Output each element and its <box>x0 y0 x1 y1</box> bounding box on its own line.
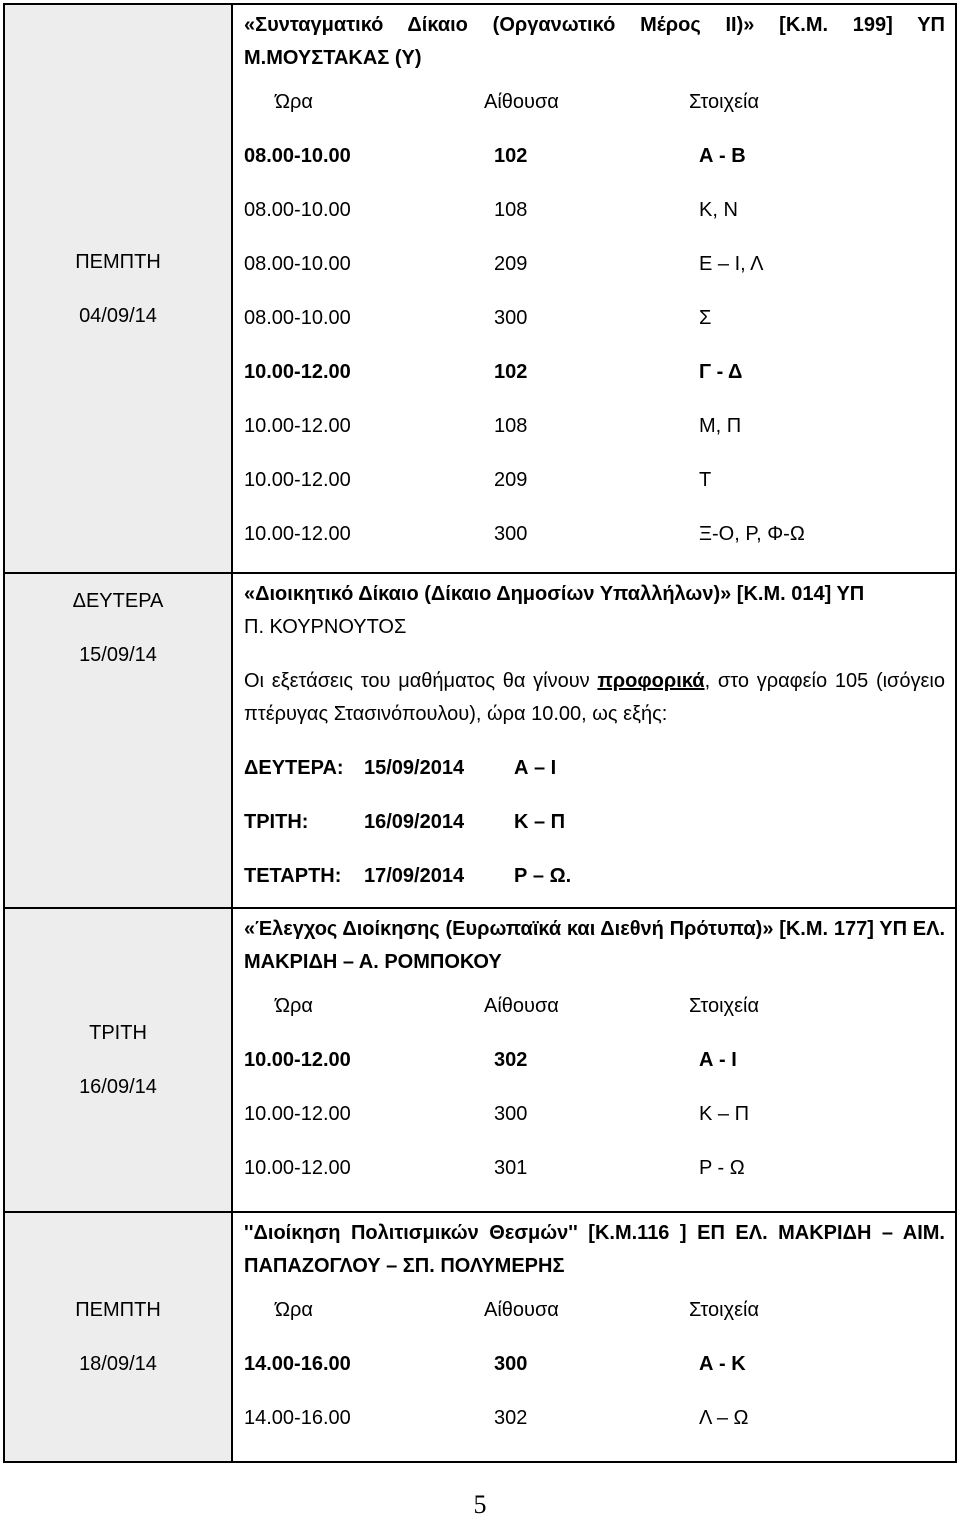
schedule-row <box>244 129 945 183</box>
schedule-row <box>244 399 945 453</box>
course-title <box>244 578 945 644</box>
header-room: Αίθουσα <box>484 90 559 113</box>
exam-date: 04/09/14 <box>79 304 157 327</box>
note-text-end: , στο γραφείο 105 (ισόγειο πτέρυγας Στασινόπουλου), ώρα 10.00, ως εξής: <box>244 670 946 725</box>
schedule-row <box>244 291 945 345</box>
info-cell: Λ – Ω <box>699 1406 749 1429</box>
room-cell: 302 <box>494 1048 528 1071</box>
info-cell: Κ, Ν <box>699 198 738 221</box>
room-cell: 300 <box>494 306 528 329</box>
exam-date: 15/09/14 <box>79 644 157 666</box>
schedule-header <box>244 1283 945 1337</box>
exam-schedule-table <box>3 3 957 1463</box>
info-cell: Α - Β <box>699 144 746 167</box>
info-cell: Ε – Ι, Λ <box>699 252 764 275</box>
room-cell: 108 <box>494 414 528 437</box>
schedule-row <box>244 1033 945 1087</box>
oral-day: ΤΕΤΑΡΤΗ: <box>244 864 342 887</box>
room-cell: 209 <box>494 252 528 275</box>
room-cell: 302 <box>494 1406 528 1429</box>
note-emphasis: προφορικά <box>597 670 705 692</box>
schedule-row <box>244 1087 945 1141</box>
time-cell: 10.00-12.00 <box>244 1156 351 1179</box>
schedule-row <box>244 1141 945 1195</box>
oral-day: ΤΡΙΤΗ: <box>244 810 309 833</box>
page-number: 5 <box>473 1490 487 1519</box>
header-room: Αίθουσα <box>484 994 559 1017</box>
schedule-row <box>244 1337 945 1391</box>
time-cell: 08.00-10.00 <box>244 306 351 329</box>
exam-date: 16/09/14 <box>79 1076 157 1098</box>
time-cell: 08.00-10.00 <box>244 198 351 221</box>
oral-date: 16/09/2014 <box>364 810 465 833</box>
time-cell: 10.00-12.00 <box>244 522 351 545</box>
exam-day: ΔΕΥΤΕΡΑ <box>72 590 164 612</box>
info-cell: Α - Κ <box>699 1352 746 1375</box>
exam-day: ΠΕΜΠΤΗ <box>75 250 161 273</box>
oral-range: Κ – Π <box>514 810 566 833</box>
time-cell: 08.00-10.00 <box>244 252 351 275</box>
time-cell: 10.00-12.00 <box>244 360 351 383</box>
exam-day: ΠΕΜΠΤΗ <box>75 1299 161 1321</box>
exam-details <box>233 574 955 907</box>
oral-range: Α – Ι <box>514 756 557 779</box>
date-cell <box>5 1213 233 1461</box>
date-cell <box>5 574 233 907</box>
schedule-header <box>244 979 945 1033</box>
course-title: «Έλεγχος Διοίκησης (Ευρωπαϊκά και Διεθνή Πρότυπα)» [Κ.Μ. 177] ΥΠ ΕΛ. ΜΑΚΡΙΔΗ – Α. ΡΟΜΠΟΚΟΥ <box>244 918 945 973</box>
oral-schedule-row <box>244 795 945 849</box>
oral-schedule <box>244 741 945 903</box>
schedule-header <box>244 75 945 129</box>
oral-exam-note <box>244 665 945 731</box>
info-cell: Γ - Δ <box>699 360 743 383</box>
exam-row-4 <box>3 1213 957 1463</box>
time-cell: 10.00-12.00 <box>244 1102 351 1125</box>
exam-details <box>233 5 955 572</box>
schedule-row <box>244 453 945 507</box>
room-cell: 300 <box>494 522 528 545</box>
oral-day: ΔΕΥΤΕΡΑ: <box>244 756 344 779</box>
exam-details <box>233 909 955 1211</box>
date-cell <box>5 909 233 1211</box>
room-cell: 102 <box>494 360 528 383</box>
schedule-row <box>244 1391 945 1445</box>
info-cell: Ξ-Ο, Ρ, Φ-Ω <box>699 522 805 545</box>
schedule-row <box>244 507 945 561</box>
exam-date: 18/09/14 <box>79 1353 157 1375</box>
time-cell: 10.00-12.00 <box>244 1048 351 1071</box>
note-text: Οι εξετάσεις του μαθήματος θα γίνουν <box>244 670 598 692</box>
header-time: Ώρα <box>275 994 313 1017</box>
time-cell: 08.00-10.00 <box>244 144 351 167</box>
schedule-row <box>244 237 945 291</box>
header-time: Ώρα <box>275 90 313 113</box>
exam-day: ΤΡΙΤΗ <box>89 1022 147 1044</box>
info-cell: Κ – Π <box>699 1102 750 1125</box>
header-room: Αίθουσα <box>484 1298 559 1321</box>
room-cell: 209 <box>494 468 528 491</box>
course-instructor: Π. ΚΟΥΡΝΟΥΤΟΣ <box>244 616 407 638</box>
exam-details <box>233 1213 955 1461</box>
schedule-rows <box>244 129 945 561</box>
header-info: Στοιχεία <box>689 90 760 113</box>
course-title-main: «Διοικητικό Δίκαιο (Δίκαιο Δημοσίων Υπαλλήλων)» [Κ.Μ. 014] ΥΠ <box>244 583 865 605</box>
oral-date: 15/09/2014 <box>364 756 465 779</box>
exam-row-1 <box>3 3 957 574</box>
room-cell: 300 <box>494 1102 528 1125</box>
time-cell: 10.00-12.00 <box>244 414 351 437</box>
time-cell: 10.00-12.00 <box>244 468 351 491</box>
room-cell: 300 <box>494 1352 528 1375</box>
exam-row-2 <box>3 574 957 909</box>
header-time: Ώρα <box>275 1298 313 1321</box>
oral-date: 17/09/2014 <box>364 864 465 887</box>
info-cell: Α - Ι <box>699 1048 737 1071</box>
info-cell: Τ <box>699 468 712 491</box>
oral-range: Ρ – Ω. <box>514 864 572 887</box>
schedule-row <box>244 345 945 399</box>
room-cell: 108 <box>494 198 528 221</box>
info-cell: Ρ - Ω <box>699 1156 745 1179</box>
time-cell: 14.00-16.00 <box>244 1352 351 1375</box>
room-cell: 301 <box>494 1156 528 1179</box>
oral-schedule-row <box>244 849 945 903</box>
room-cell: 102 <box>494 144 528 167</box>
course-title: ''Διοίκηση Πολιτισμικών Θεσμών'' [Κ.Μ.116 ] ΕΠ ΕΛ. ΜΑΚΡΙΔΗ – ΑΙΜ. ΠΑΠΑΖΟΓΛΟΥ – ΣΠ. ΠΟΛΥΜΕΡΗΣ <box>244 1222 945 1277</box>
date-cell <box>5 5 233 572</box>
header-info: Στοιχεία <box>689 1298 760 1321</box>
time-cell: 14.00-16.00 <box>244 1406 351 1429</box>
oral-schedule-row <box>244 741 945 795</box>
schedule-row <box>244 183 945 237</box>
schedule-rows <box>244 1337 945 1445</box>
info-cell: Σ <box>699 306 712 329</box>
course-title: «Συνταγματικό Δίκαιο (Οργανωτικό Μέρος ΙΙ)» [Κ.Μ. 199] ΥΠ Μ.ΜΟΥΣΤΑΚΑΣ (Υ) <box>244 14 945 69</box>
info-cell: Μ, Π <box>699 414 742 437</box>
schedule-rows <box>244 1033 945 1195</box>
exam-row-3 <box>3 909 957 1213</box>
header-info: Στοιχεία <box>689 994 760 1017</box>
